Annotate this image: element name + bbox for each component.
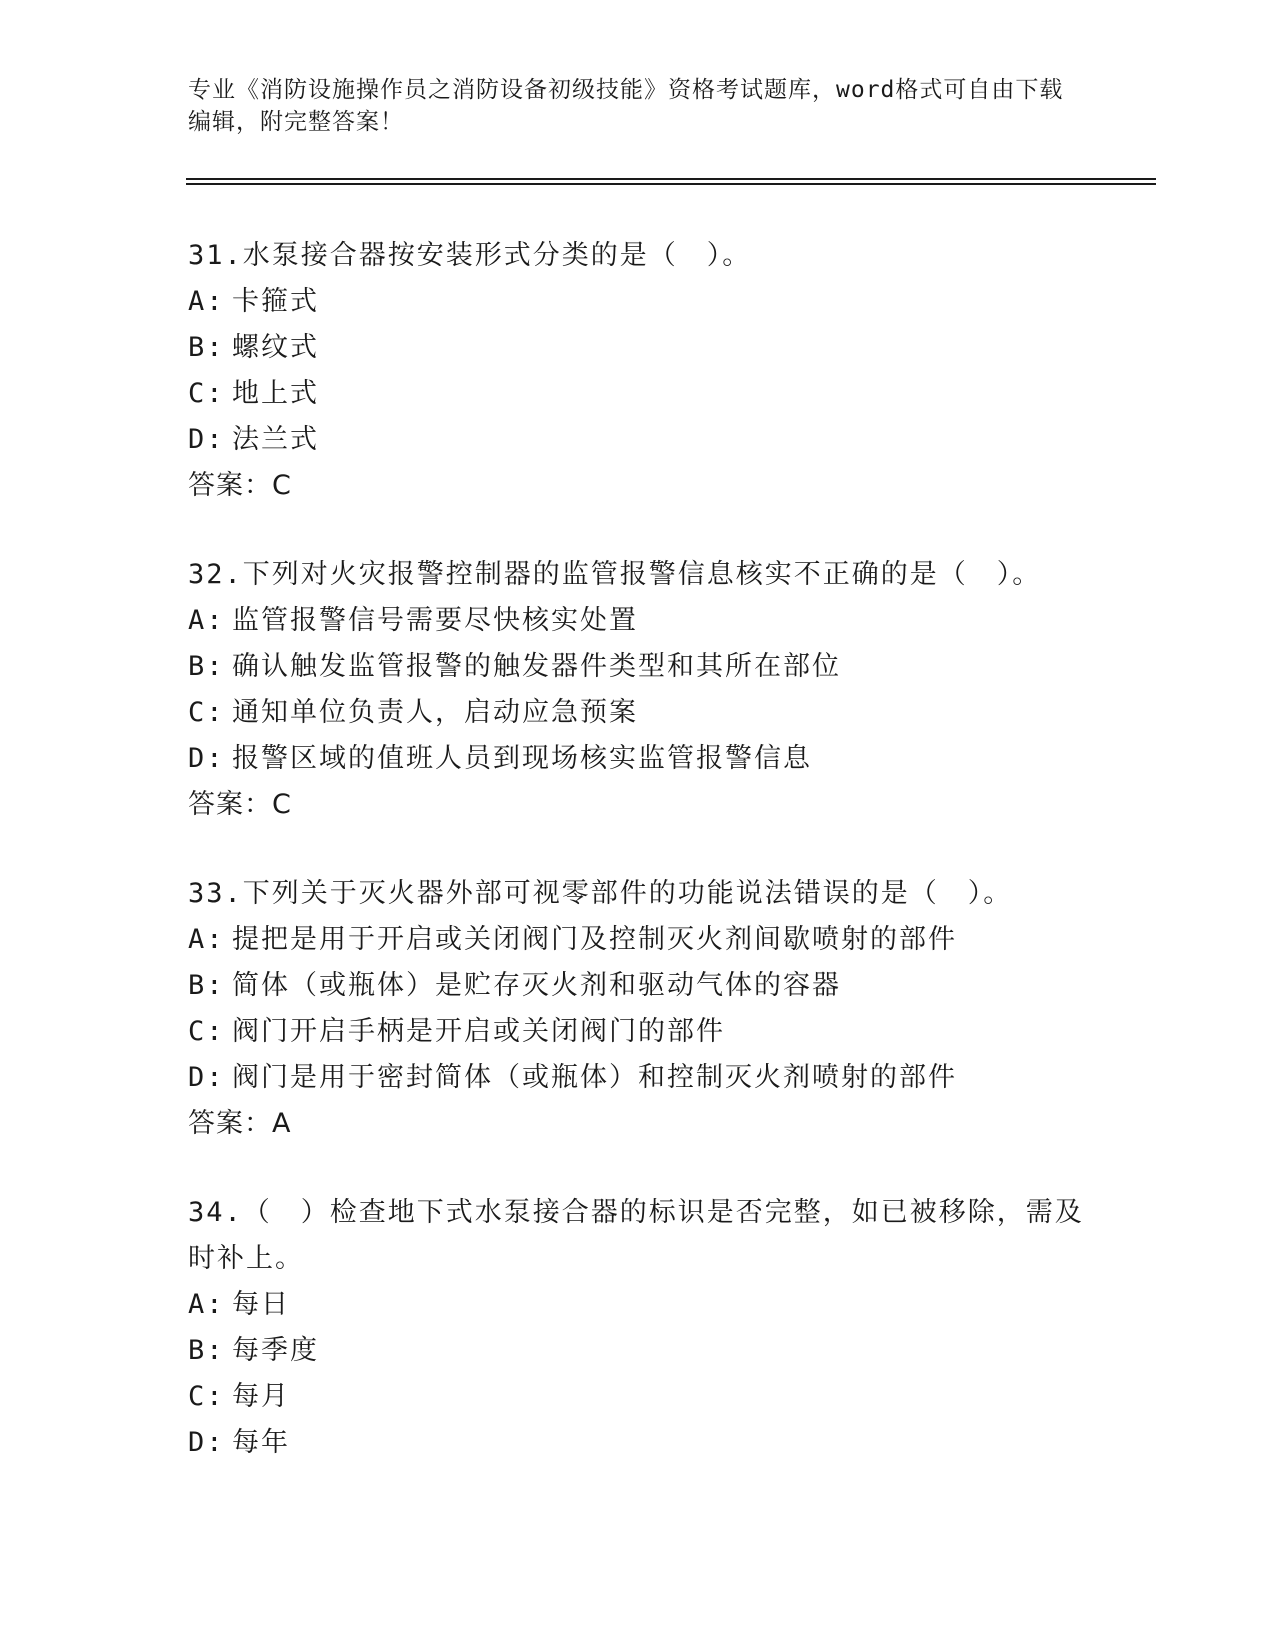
option-letter: A: <box>188 924 225 955</box>
option-letter: C: <box>188 378 225 409</box>
option-d <box>188 736 1088 782</box>
option-text: 每年 <box>232 1427 290 1458</box>
option-text: 每月 <box>232 1381 290 1412</box>
header-text: 专业《消防设施操作员之消防设备初级技能》资格考试题库，word格式可自由下载编辑，附完整答案！ <box>188 77 1064 135</box>
option-text: 监管报警信号需要尽快核实处置 <box>232 605 638 636</box>
option-a <box>188 917 1088 963</box>
option-text: 每季度 <box>232 1335 319 1366</box>
option-letter: C: <box>188 1381 225 1412</box>
answer-line: 答案：C <box>188 789 292 820</box>
option-letter: D: <box>188 743 225 774</box>
question-stem: 34.（ ）检查地下式水泵接合器的标识是否完整，如已被移除，需及时补上。 <box>188 1197 1084 1274</box>
option-letter: D: <box>188 1062 225 1093</box>
option-d <box>188 417 1088 463</box>
question-32 <box>188 552 1088 828</box>
option-d <box>188 1420 1088 1466</box>
option-letter: B: <box>188 970 225 1001</box>
question-31 <box>188 233 1088 509</box>
answer-line: 答案：C <box>188 470 292 501</box>
option-letter: C: <box>188 1016 225 1047</box>
option-c <box>188 1009 1088 1055</box>
option-text: 确认触发监管报警的触发器件类型和其所在部位 <box>232 651 841 682</box>
option-c <box>188 1374 1088 1420</box>
option-letter: B: <box>188 651 225 682</box>
question-stem: 32.下列对火灾报警控制器的监管报警信息核实不正确的是（ ）。 <box>188 559 1042 590</box>
option-letter: B: <box>188 1335 225 1366</box>
option-c <box>188 371 1088 417</box>
option-a <box>188 1282 1088 1328</box>
header-divider-line <box>186 178 1156 180</box>
option-letter: A: <box>188 605 225 636</box>
option-text: 法兰式 <box>232 424 319 455</box>
option-letter: D: <box>188 424 225 455</box>
option-text: 卡箍式 <box>232 286 319 317</box>
option-letter: C: <box>188 697 225 728</box>
option-b <box>188 325 1088 371</box>
option-letter: D: <box>188 1427 225 1458</box>
option-a <box>188 279 1088 325</box>
option-text: 提把是用于开启或关闭阀门及控制灭火剂间歇喷射的部件 <box>232 924 957 955</box>
option-text: 每日 <box>232 1289 290 1320</box>
option-b <box>188 644 1088 690</box>
question-list <box>188 233 1088 1509</box>
option-letter: B: <box>188 332 225 363</box>
option-text: 螺纹式 <box>232 332 319 363</box>
header-divider-line <box>186 183 1156 185</box>
option-text: 阀门开启手柄是开启或关闭阀门的部件 <box>232 1016 725 1047</box>
document-header <box>188 74 1068 138</box>
answer-line: 答案：A <box>188 1108 292 1139</box>
option-text: 地上式 <box>232 378 319 409</box>
option-a <box>188 598 1088 644</box>
option-b <box>188 1328 1088 1374</box>
option-b <box>188 963 1088 1009</box>
option-d <box>188 1055 1088 1101</box>
option-letter: A: <box>188 1289 225 1320</box>
option-text: 通知单位负责人，启动应急预案 <box>232 697 638 728</box>
option-text: 阀门是用于密封简体（或瓶体）和控制灭火剂喷射的部件 <box>232 1062 957 1093</box>
option-c <box>188 690 1088 736</box>
question-stem: 33.下列关于灭火器外部可视零部件的功能说法错误的是（ ）。 <box>188 878 1013 909</box>
question-33 <box>188 871 1088 1147</box>
option-text: 报警区域的值班人员到现场核实监管报警信息 <box>232 743 812 774</box>
question-34 <box>188 1190 1088 1466</box>
question-stem: 31.水泵接合器按安装形式分类的是（ ）。 <box>188 240 752 271</box>
option-letter: A: <box>188 286 225 317</box>
option-text: 简体（或瓶体）是贮存灭火剂和驱动气体的容器 <box>232 970 841 1001</box>
